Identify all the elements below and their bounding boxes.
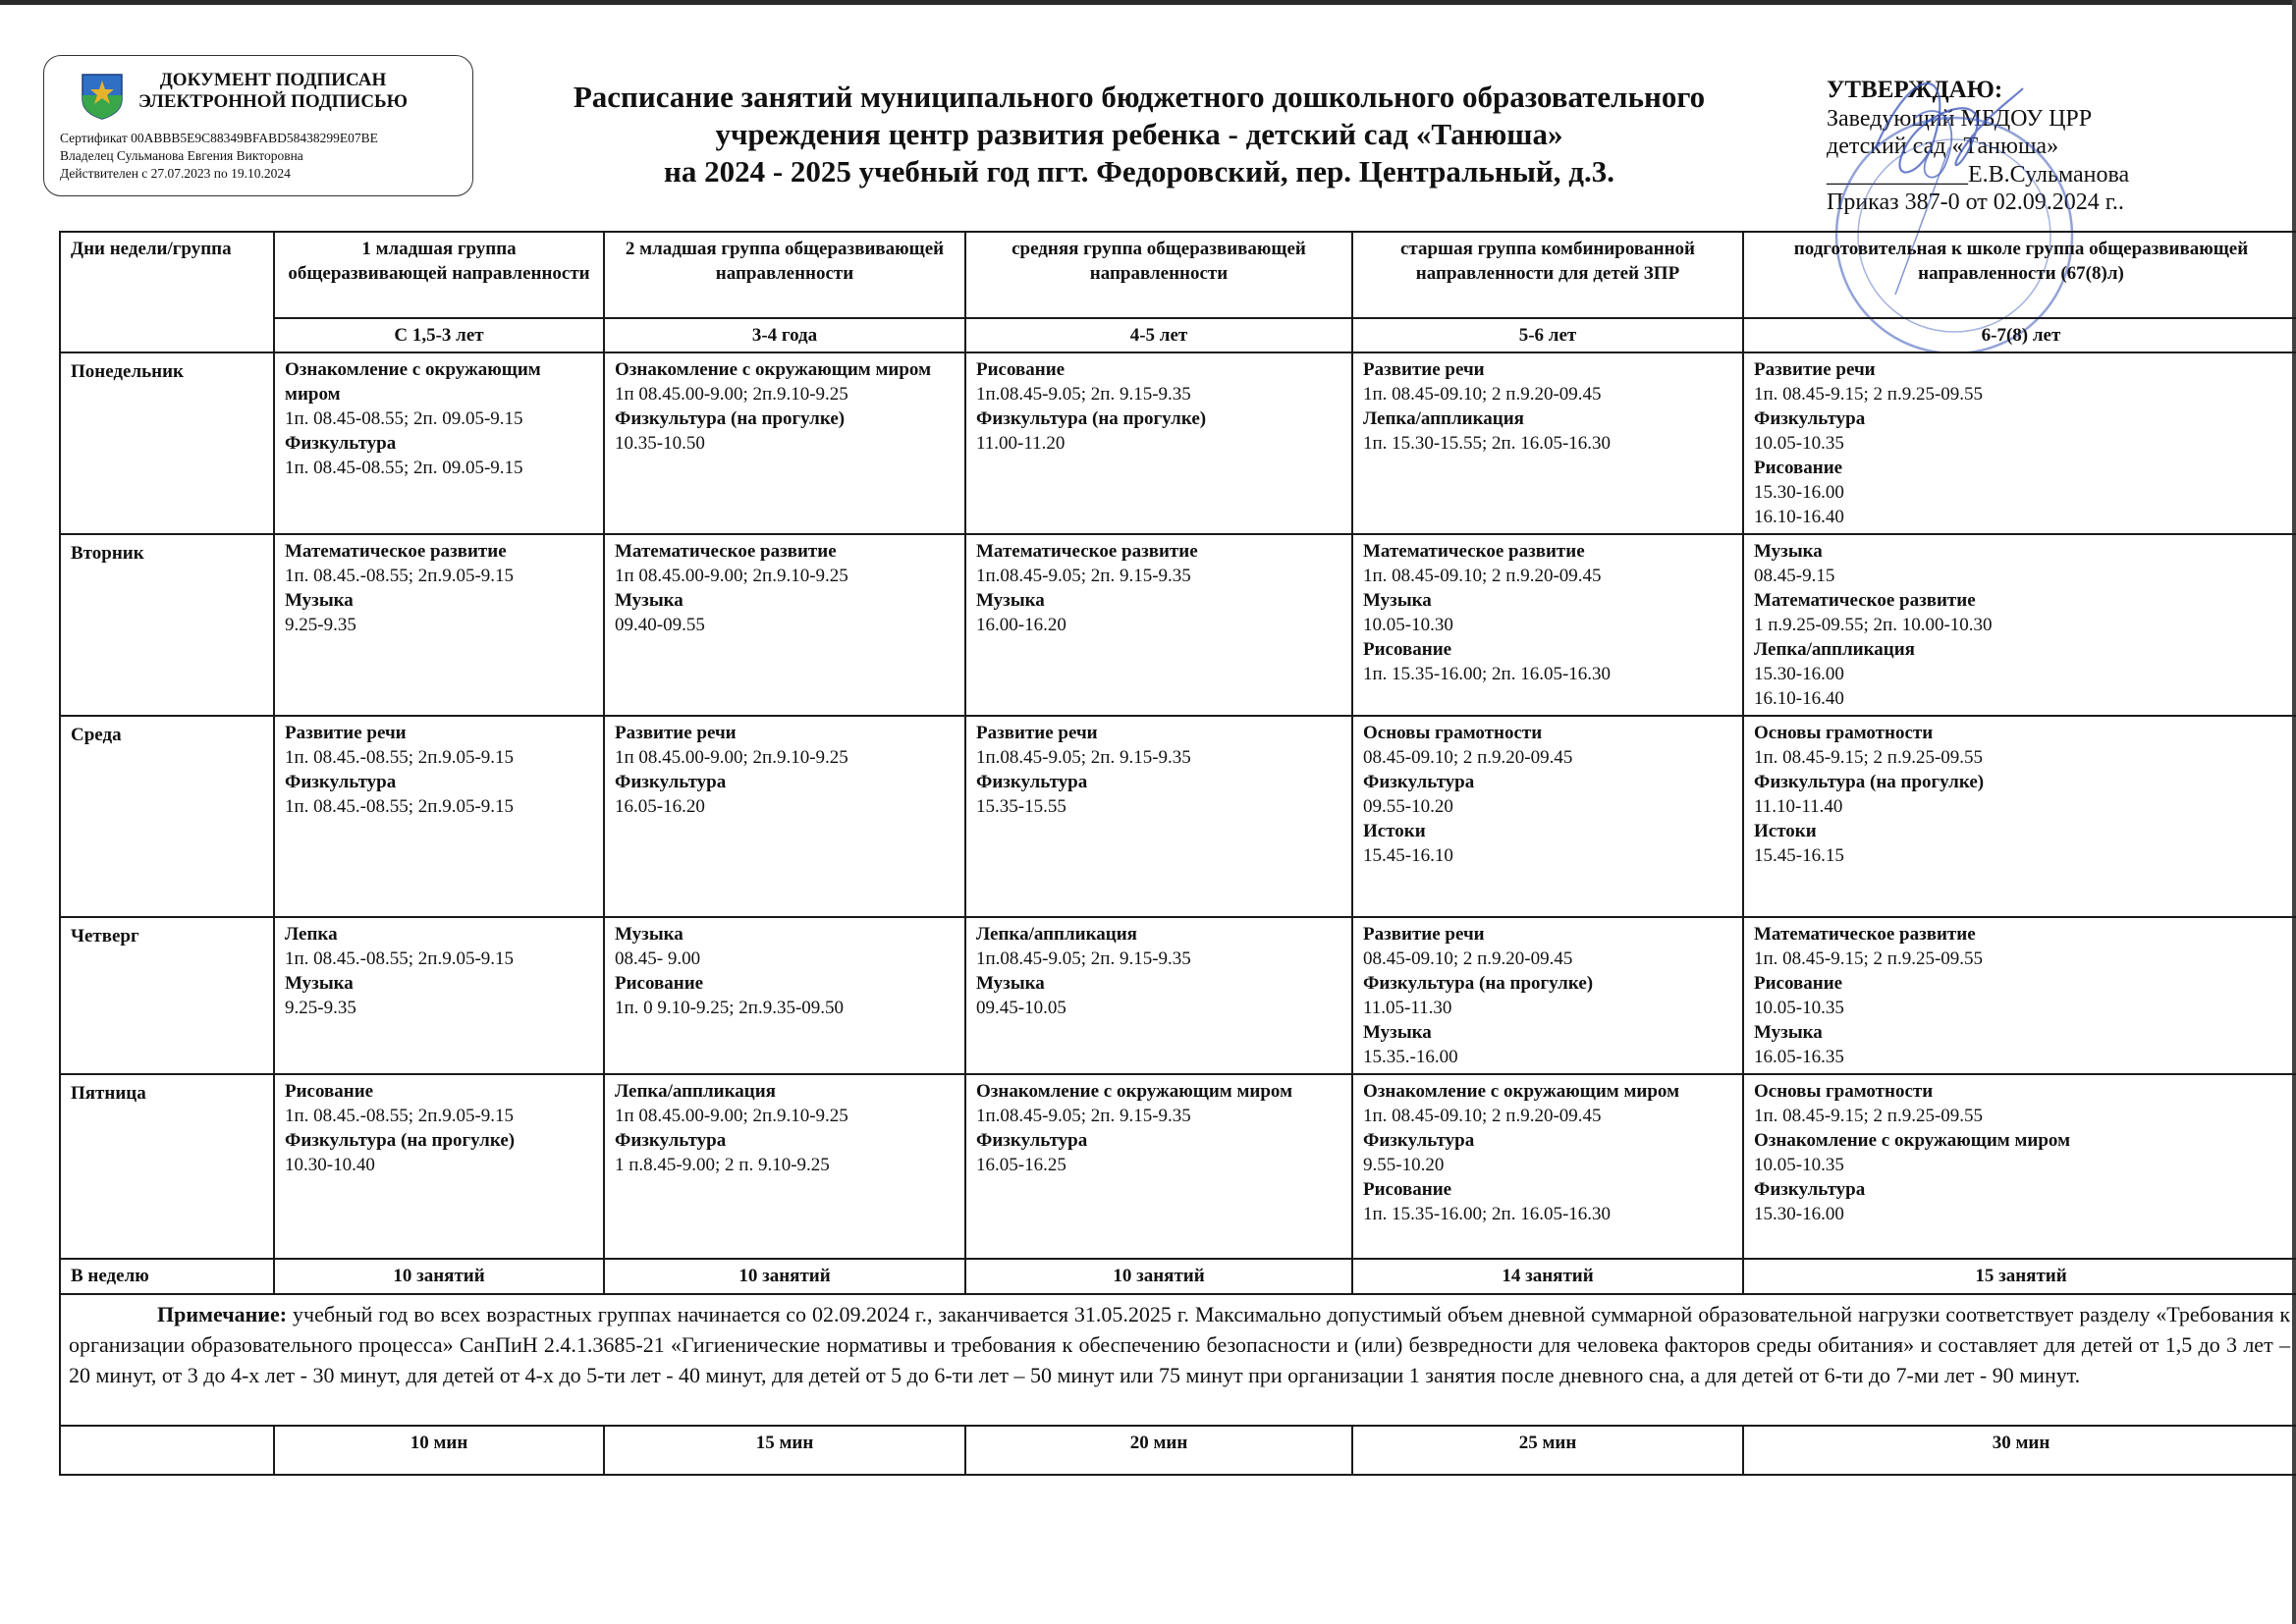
minutes-cell: 30 мин bbox=[1743, 1426, 2296, 1475]
day-name: Вторник bbox=[60, 534, 274, 716]
lesson-time: 16.05-16.20 bbox=[615, 796, 705, 817]
lesson-entry bbox=[285, 431, 593, 480]
lesson-subject: Развитие речи bbox=[1754, 359, 1876, 380]
day-row bbox=[60, 534, 2296, 716]
lesson-entry bbox=[976, 539, 1341, 588]
lesson-subject: Математическое развитие bbox=[1363, 541, 1585, 562]
schedule-cell bbox=[965, 1074, 1352, 1259]
schedule-cell bbox=[1352, 534, 1743, 716]
lesson-time: 1п. 15.35-16.00; 2п. 16.05-16.30 bbox=[1363, 1204, 1612, 1224]
lesson-entry bbox=[1363, 1177, 1732, 1226]
lesson-subject: Развитие речи bbox=[285, 723, 407, 743]
lesson-time: 1п. 08.45-9.15; 2 п.9.25-09.55 bbox=[1754, 384, 1984, 405]
lesson-time: 15.30-16.00 16.10-16.40 bbox=[1754, 482, 1844, 527]
schedule-cell bbox=[604, 352, 965, 534]
schedule-cell bbox=[1743, 534, 2296, 716]
lesson-subject: Музыка bbox=[285, 590, 354, 611]
lesson-subject: Математическое развитие bbox=[285, 541, 507, 562]
lesson-time: 10.35-10.50 bbox=[615, 433, 705, 454]
lesson-entry bbox=[1363, 1079, 1732, 1128]
age-cell: 5-6 лет bbox=[1352, 318, 1743, 352]
lesson-time: 1п. 08.45-09.10; 2 п.9.20-09.45 bbox=[1363, 566, 1602, 586]
lesson-subject: Физкультура bbox=[1363, 1130, 1475, 1151]
schedule-cell bbox=[1743, 917, 2296, 1074]
lesson-subject: Рисование bbox=[615, 973, 704, 994]
lesson-entry bbox=[285, 588, 593, 637]
lesson-time: 15.45-16.15 bbox=[1754, 845, 1844, 866]
lesson-entry bbox=[615, 1079, 955, 1128]
lesson-entry bbox=[1754, 971, 2288, 1020]
approval-organization: детский сад «Танюша» bbox=[1827, 134, 2059, 159]
lesson-time: 10.05-10.35 bbox=[1754, 1155, 1844, 1175]
lesson-time: 1п 08.45.00-9.00; 2п.9.10-9.25 bbox=[615, 1106, 848, 1126]
minutes-cell: 15 мин bbox=[604, 1426, 965, 1475]
lesson-subject: Основы грамотности bbox=[1754, 1081, 1934, 1102]
lesson-entry bbox=[615, 971, 955, 1020]
minutes-cell: 20 мин bbox=[965, 1426, 1352, 1475]
lesson-time: 1п. 08.45-09.10; 2 п.9.20-09.45 bbox=[1363, 1106, 1602, 1126]
lesson-entry bbox=[1754, 1020, 2288, 1069]
age-cell: 4-5 лет bbox=[965, 318, 1352, 352]
lesson-subject: Рисование bbox=[976, 359, 1066, 380]
weekly-count: 14 занятий bbox=[1352, 1259, 1743, 1294]
lesson-subject: Физкультура bbox=[615, 772, 727, 792]
age-cell: 3-4 года bbox=[604, 318, 965, 352]
minutes-row bbox=[60, 1426, 2296, 1475]
lesson-entry bbox=[1363, 770, 1732, 819]
schedule-cell bbox=[965, 917, 1352, 1074]
group-header: подготовительная к школе группа общеразвивающей направленности (67(8)л) bbox=[1743, 232, 2296, 318]
lesson-time: 11.05-11.30 bbox=[1363, 998, 1452, 1018]
lesson-subject: Музыка bbox=[1754, 1022, 1823, 1043]
lesson-time: 1п. 08.45.-08.55; 2п.9.05-9.15 bbox=[285, 1106, 515, 1126]
lesson-subject: Физкультура (на прогулке) bbox=[976, 408, 1207, 429]
lesson-time: 15.30-16.00 16.10-16.40 bbox=[1754, 664, 1844, 709]
lesson-time: 15.35-15.55 bbox=[976, 796, 1066, 817]
lesson-subject: Ознакомление с окружающим миром bbox=[615, 359, 932, 380]
lesson-entry bbox=[1754, 588, 2288, 637]
minutes-cell: 10 мин bbox=[274, 1426, 604, 1475]
schedule-cell bbox=[1352, 1074, 1743, 1259]
lesson-entry bbox=[976, 406, 1341, 456]
schedule-cell bbox=[965, 352, 1352, 534]
day-row bbox=[60, 716, 2296, 917]
lesson-subject: Физкультура bbox=[976, 1130, 1088, 1151]
lesson-entry bbox=[976, 922, 1341, 971]
lesson-entry bbox=[1363, 588, 1732, 637]
lesson-subject: Музыка bbox=[615, 590, 683, 611]
lesson-entry bbox=[1363, 637, 1732, 686]
note-row bbox=[60, 1294, 2296, 1426]
weekly-count: 10 занятий bbox=[965, 1259, 1352, 1294]
lesson-subject: Физкультура bbox=[976, 772, 1088, 792]
lesson-entry bbox=[285, 1079, 593, 1128]
schedule-cell bbox=[1352, 352, 1743, 534]
lesson-entry bbox=[976, 971, 1341, 1020]
age-row bbox=[60, 318, 2296, 352]
lesson-subject: Ознакомление с окружающим миром bbox=[1754, 1130, 2071, 1151]
approval-position: Заведующий МБДОУ ЦРР bbox=[1827, 105, 2093, 132]
lesson-entry bbox=[1754, 922, 2288, 971]
lesson-entry bbox=[1363, 971, 1732, 1020]
minutes-cell: 25 мин bbox=[1352, 1426, 1743, 1475]
lesson-entry bbox=[1754, 539, 2288, 588]
lesson-time: 10.30-10.40 bbox=[285, 1155, 375, 1175]
e-signature-box bbox=[43, 55, 473, 196]
lesson-entry bbox=[1363, 539, 1732, 588]
lesson-entry bbox=[285, 1128, 593, 1177]
certificate-validity: Действителен с 27.07.2023 по 19.10.2024 bbox=[60, 166, 291, 181]
schedule-cell bbox=[965, 534, 1352, 716]
lesson-entry bbox=[1363, 721, 1732, 770]
certificate-number: Сертификат 00ABBB5E9C88349BFABD58438299E07BE bbox=[60, 131, 378, 145]
day-name: Пятница bbox=[60, 1074, 274, 1259]
lesson-subject: Лепка/аппликация bbox=[615, 1081, 776, 1102]
lesson-time: 1п.08.45-9.05; 2п. 9.15-9.35 bbox=[976, 948, 1191, 969]
header-row bbox=[60, 232, 2296, 318]
group-header: 1 младшая группа общеразвивающей направленности bbox=[274, 232, 604, 318]
lesson-time: 1п.08.45-9.05; 2п. 9.15-9.35 bbox=[976, 384, 1191, 405]
lesson-time: 16.05-16.25 bbox=[976, 1155, 1066, 1175]
lesson-subject: Ознакомление с окружающим миром bbox=[976, 1081, 1293, 1102]
schedule-cell bbox=[1743, 716, 2296, 917]
lesson-subject: Лепка/аппликация bbox=[976, 924, 1137, 945]
lesson-subject: Математическое развитие bbox=[1754, 590, 1976, 611]
approval-block bbox=[1827, 77, 2129, 217]
lesson-subject: Развитие речи bbox=[1363, 924, 1485, 945]
lesson-time: 1п. 08.45-9.15; 2 п.9.25-09.55 bbox=[1754, 747, 1984, 768]
lesson-entry bbox=[285, 922, 593, 971]
schedule-cell bbox=[274, 716, 604, 917]
e-signature-title: ДОКУМЕНТ ПОДПИСАН ЭЛЕКТРОННОЙ ПОДПИСЬЮ bbox=[137, 70, 409, 112]
schedule-cell bbox=[604, 1074, 965, 1259]
lesson-entry bbox=[285, 539, 593, 588]
day-name: Среда bbox=[60, 716, 274, 917]
lesson-time: 1п.08.45-9.05; 2п. 9.15-9.35 bbox=[976, 1106, 1191, 1126]
lesson-subject: Физкультура bbox=[1754, 408, 1866, 429]
lesson-subject: Музыка bbox=[285, 973, 354, 994]
lesson-entry bbox=[976, 721, 1341, 770]
lesson-subject: Математическое развитие bbox=[976, 541, 1198, 562]
lesson-time: 1п. 08.45-08.55; 2п. 09.05-9.15 bbox=[285, 458, 523, 478]
lesson-subject: Физкультура (на прогулке) bbox=[1363, 973, 1594, 994]
lesson-time: 1 п.9.25-09.55; 2п. 10.00-10.30 bbox=[1754, 615, 1993, 635]
schedule-cell bbox=[274, 917, 604, 1074]
certificate-owner: Владелец Сульманова Евгения Викторовна bbox=[60, 148, 303, 163]
lesson-time: 9.25-9.35 bbox=[285, 615, 356, 635]
schedule-table bbox=[59, 231, 2296, 1476]
lesson-entry bbox=[1754, 1079, 2288, 1128]
lesson-subject: Истоки bbox=[1363, 821, 1426, 841]
lesson-time: 15.30-16.00 bbox=[1754, 1204, 1844, 1224]
note-label: Примечание: bbox=[157, 1302, 288, 1326]
lesson-time: 08.45- 9.00 bbox=[615, 948, 701, 969]
lesson-time: 11.00-11.20 bbox=[976, 433, 1066, 454]
weekly-count: 15 занятий bbox=[1743, 1259, 2296, 1294]
lesson-time: 9.25-9.35 bbox=[285, 998, 356, 1018]
day-row bbox=[60, 352, 2296, 534]
lesson-time: 15.45-16.10 bbox=[1363, 845, 1453, 866]
lesson-subject: Истоки bbox=[1754, 821, 1817, 841]
lesson-subject: Физкультура bbox=[1754, 1179, 1866, 1200]
lesson-time: 1 п.8.45-9.00; 2 п. 9.10-9.25 bbox=[615, 1155, 830, 1175]
weekly-count: 10 занятий bbox=[274, 1259, 604, 1294]
day-row bbox=[60, 1074, 2296, 1259]
lesson-subject: Физкультура (на прогулке) bbox=[615, 408, 846, 429]
lesson-time: 08.45-09.10; 2 п.9.20-09.45 bbox=[1363, 948, 1573, 969]
lesson-subject: Физкультура bbox=[615, 1130, 727, 1151]
lesson-entry bbox=[1363, 1128, 1732, 1177]
schedule-cell bbox=[1743, 1074, 2296, 1259]
lesson-time: 1п 08.45.00-9.00; 2п.9.10-9.25 bbox=[615, 747, 848, 768]
lesson-time: 1п. 08.45.-08.55; 2п.9.05-9.15 bbox=[285, 796, 515, 817]
schedule-cell bbox=[274, 352, 604, 534]
lesson-time: 9.55-10.20 bbox=[1363, 1155, 1445, 1175]
lesson-entry bbox=[1754, 406, 2288, 456]
approval-heading: УТВЕРЖДАЮ: bbox=[1827, 77, 2003, 103]
lesson-subject: Рисование bbox=[1754, 458, 1843, 478]
lesson-subject: Ознакомление с окружающим миром bbox=[1363, 1081, 1680, 1102]
day-name: Четверг bbox=[60, 917, 274, 1074]
weekly-label: В неделю bbox=[60, 1259, 274, 1294]
group-header: старшая группа комбинированной направленности для детей ЗПР bbox=[1352, 232, 1743, 318]
days-body bbox=[60, 352, 2296, 1259]
lesson-subject: Развитие речи bbox=[1363, 359, 1485, 380]
schedule-cell bbox=[965, 716, 1352, 917]
lesson-subject: Ознакомление с окружающим миром bbox=[285, 359, 541, 405]
schedule-cell bbox=[1352, 917, 1743, 1074]
lesson-entry bbox=[1754, 1177, 2288, 1226]
lesson-time: 11.10-11.40 bbox=[1754, 796, 1843, 817]
lesson-time: 09.40-09.55 bbox=[615, 615, 705, 635]
lesson-entry bbox=[976, 1079, 1341, 1128]
lesson-subject: Лепка/аппликация bbox=[1754, 639, 1915, 660]
lesson-time: 09.55-10.20 bbox=[1363, 796, 1453, 817]
lesson-time: 1п 08.45.00-9.00; 2п.9.10-9.25 bbox=[615, 566, 848, 586]
lesson-time: 1п. 08.45.-08.55; 2п.9.05-9.15 bbox=[285, 747, 515, 768]
weekly-count: 10 занятий bbox=[604, 1259, 965, 1294]
weekly-count-row bbox=[60, 1259, 2296, 1294]
lesson-time: 1п.08.45-9.05; 2п. 9.15-9.35 bbox=[976, 566, 1191, 586]
lesson-time: 1п. 08.45-09.10; 2 п.9.20-09.45 bbox=[1363, 384, 1602, 405]
lesson-time: 1п. 08.45.-08.55; 2п.9.05-9.15 bbox=[285, 566, 515, 586]
lesson-entry bbox=[1363, 922, 1732, 971]
lesson-time: 16.00-16.20 bbox=[976, 615, 1066, 635]
group-header: 2 младшая группа общеразвивающей направленности bbox=[604, 232, 965, 318]
lesson-time: 1п. 08.45-08.55; 2п. 09.05-9.15 bbox=[285, 408, 523, 429]
day-name: Понедельник bbox=[60, 352, 274, 534]
lesson-entry bbox=[285, 357, 593, 431]
lesson-time: 1п. 15.30-15.55; 2п. 16.05-16.30 bbox=[1363, 433, 1612, 454]
lesson-subject: Лепка/аппликация bbox=[1363, 408, 1524, 429]
lesson-entry bbox=[1754, 819, 2288, 868]
lesson-entry bbox=[285, 721, 593, 770]
lesson-time: 15.35.-16.00 bbox=[1363, 1047, 1458, 1067]
document-title: Расписание занятий муниципального бюджетного дошкольного образовательного учреждения центр развития ребенка - детский сад «Танюша» на 2024 - 2025 учебный год пгт. Федоровский, пер. Центральный, д.3. bbox=[573, 80, 1706, 189]
lesson-time: 1п.08.45-9.05; 2п. 9.15-9.35 bbox=[976, 747, 1191, 768]
lesson-entry bbox=[615, 721, 955, 770]
lesson-subject: Физкультура bbox=[1363, 772, 1475, 792]
lesson-entry bbox=[976, 357, 1341, 406]
lesson-time: 16.05-16.35 bbox=[1754, 1047, 1844, 1067]
lesson-subject: Лепка bbox=[285, 924, 338, 945]
approval-signatory: ____________Е.В.Сульманова bbox=[1827, 161, 2130, 188]
lesson-entry bbox=[1363, 357, 1732, 406]
corner-header: Дни недели/группа bbox=[60, 232, 274, 352]
lesson-time: 08.45-9.15 bbox=[1754, 566, 1835, 586]
top-edge-line bbox=[0, 0, 2296, 5]
lesson-entry bbox=[285, 770, 593, 819]
lesson-entry bbox=[285, 971, 593, 1020]
lesson-entry bbox=[1363, 406, 1732, 456]
lesson-entry bbox=[976, 770, 1341, 819]
lesson-entry bbox=[1754, 357, 2288, 406]
lesson-time: 1п 08.45.00-9.00; 2п.9.10-9.25 bbox=[615, 384, 848, 405]
lesson-time: 1п. 08.45-9.15; 2 п.9.25-09.55 bbox=[1754, 1106, 1984, 1126]
lesson-time: 09.45-10.05 bbox=[976, 998, 1066, 1018]
lesson-subject: Основы грамотности bbox=[1754, 723, 1934, 743]
lesson-subject: Рисование bbox=[285, 1081, 374, 1102]
lesson-entry bbox=[1754, 1128, 2288, 1177]
age-cell: 6-7(8) лет bbox=[1743, 318, 2296, 352]
group-header: средняя группа общеразвивающей направленности bbox=[965, 232, 1352, 318]
lesson-entry bbox=[1754, 637, 2288, 711]
lesson-subject: Рисование bbox=[1363, 639, 1452, 660]
lesson-entry bbox=[976, 1128, 1341, 1177]
lesson-subject: Физкультура bbox=[285, 433, 397, 454]
note-text: учебный год во всех возрастных группах начинается со 02.09.2024 г., заканчивается 31.05.2025 г. Максимально допустимый объем дневной суммарной образовательной нагрузки соответствует разделу «Требования к организации образовательного процесса» СанПиН 2.4.1.3685-21 «Гигиенические нормативы и требования к обеспечению безопасности и (или) безвредности для человека факторов среды обитания» и составляет для детей от 1,5 до 3 лет – 20 минут, от 3 до 4-х лет - 30 минут, для детей от 4-х до 5-ти лет - 40 минут, для детей от 5 до 6-ти лет – 50 минут или 75 минут при организации 1 занятия после дневного сна, а для детей от 6-ти до 7-ми лет - 90 минут. bbox=[69, 1302, 2291, 1387]
note-cell bbox=[60, 1294, 2296, 1426]
lesson-time: 08.45-09.10; 2 п.9.20-09.45 bbox=[1363, 747, 1573, 768]
lesson-subject: Развитие речи bbox=[976, 723, 1098, 743]
lesson-entry bbox=[1363, 819, 1732, 868]
minutes-empty-cell bbox=[60, 1426, 274, 1475]
lesson-time: 10.05-10.30 bbox=[1363, 615, 1453, 635]
lesson-time: 1п. 15.35-16.00; 2п. 16.05-16.30 bbox=[1363, 664, 1612, 684]
lesson-subject: Музыка bbox=[976, 590, 1045, 611]
lesson-subject: Музыка bbox=[1363, 1022, 1432, 1043]
schedule-cell bbox=[1743, 352, 2296, 534]
schedule-cell bbox=[604, 534, 965, 716]
lesson-entry bbox=[976, 588, 1341, 637]
lesson-time: 10.05-10.35 bbox=[1754, 433, 1844, 454]
lesson-time: 10.05-10.35 bbox=[1754, 998, 1844, 1018]
lesson-subject: Рисование bbox=[1363, 1179, 1452, 1200]
lesson-subject: Основы грамотности bbox=[1363, 723, 1543, 743]
lesson-subject: Музыка bbox=[615, 924, 683, 945]
lesson-subject: Музыка bbox=[976, 973, 1045, 994]
lesson-time: 1п. 0 9.10-9.25; 2п.9.35-09.50 bbox=[615, 998, 845, 1018]
lesson-entry bbox=[615, 922, 955, 971]
lesson-entry bbox=[1363, 1020, 1732, 1069]
lesson-subject: Развитие речи bbox=[615, 723, 737, 743]
lesson-entry bbox=[615, 1128, 955, 1177]
lesson-subject: Физкультура (на прогулке) bbox=[1754, 772, 1985, 792]
lesson-entry bbox=[1754, 456, 2288, 529]
lesson-entry bbox=[615, 357, 955, 406]
lesson-entry bbox=[615, 406, 955, 456]
schedule-cell bbox=[274, 534, 604, 716]
lesson-subject: Физкультура (на прогулке) bbox=[285, 1130, 516, 1151]
day-row bbox=[60, 917, 2296, 1074]
schedule-cell bbox=[604, 716, 965, 917]
lesson-entry bbox=[1754, 721, 2288, 770]
lesson-time: 1п. 08.45-9.15; 2 п.9.25-09.55 bbox=[1754, 948, 1984, 969]
lesson-subject: Математическое развитие bbox=[1754, 924, 1976, 945]
lesson-subject: Музыка bbox=[1754, 541, 1823, 562]
lesson-subject: Рисование bbox=[1754, 973, 1843, 994]
schedule-cell bbox=[1352, 716, 1743, 917]
age-cell: С 1,5-3 лет bbox=[274, 318, 604, 352]
lesson-entry bbox=[1754, 770, 2288, 819]
lesson-subject: Математическое развитие bbox=[615, 541, 837, 562]
schedule-cell bbox=[604, 917, 965, 1074]
lesson-entry bbox=[615, 770, 955, 819]
schedule-cell bbox=[274, 1074, 604, 1259]
lesson-subject: Физкультура bbox=[285, 772, 397, 792]
lesson-entry bbox=[615, 539, 955, 588]
lesson-time: 1п. 08.45.-08.55; 2п.9.05-9.15 bbox=[285, 948, 515, 969]
lesson-entry bbox=[615, 588, 955, 637]
lesson-subject: Музыка bbox=[1363, 590, 1432, 611]
approval-order: Приказ 387-0 от 02.09.2024 г.. bbox=[1827, 189, 2124, 215]
